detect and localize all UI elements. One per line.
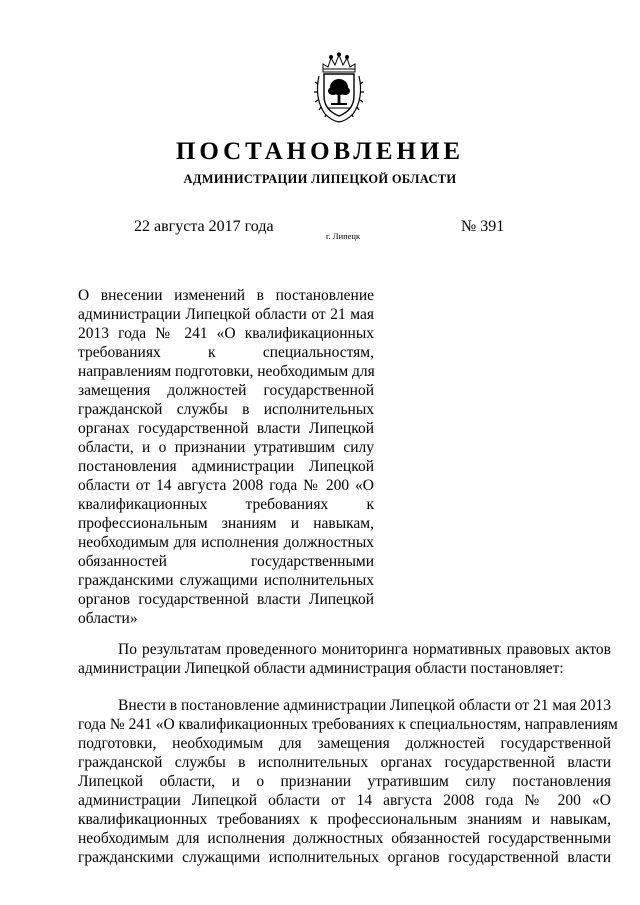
document-number: № 391 <box>461 218 505 235</box>
subject-line: органах государственной власти Липецкой <box>78 420 374 437</box>
body-line: администрации Липецкой области администрация области постановляет: <box>78 660 564 677</box>
document-subtitle: АДМИНИСТРАЦИИ ЛИПЕЦКОЙ ОБЛАСТИ <box>183 172 457 186</box>
document-subject <box>78 286 374 628</box>
subject-line: гражданскими служащими исполнительных <box>78 572 374 589</box>
subject-line: органов государственной власти Липецкой <box>78 591 374 608</box>
body-line: администрации Липецкой области от 14 августа 2008 года № 200 «О <box>78 792 611 809</box>
subject-line: администрации Липецкой области от 21 мая <box>78 306 374 323</box>
subject-line: профессиональным знаниям и навыкам, <box>78 515 374 532</box>
lipetsk-coat-of-arms-emblem-icon <box>313 52 365 124</box>
body-line: Липецкой области, и о признании утратившим силу постановления <box>78 773 611 790</box>
subject-line: квалификационных требованиях к <box>78 496 374 513</box>
subject-line: области, и о признании утратившим силу <box>78 439 374 456</box>
subject-line: направлениям подготовки, необходимым для <box>78 363 375 380</box>
body-paragraph-resolution <box>78 696 618 867</box>
subject-line: обязанностей государственными <box>78 553 374 570</box>
document-date: 22 августа 2017 года <box>134 218 274 235</box>
subject-line: замещения должностей государственной <box>78 382 374 399</box>
subject-line: требованиях к специальностям, <box>78 344 374 361</box>
body-line: По результатам проведенного мониторинга нормативных правовых актов <box>118 641 611 658</box>
subject-line: 2013 года № 241 «О квалификационных <box>78 325 374 342</box>
subject-line: постановления администрации Липецкой <box>78 458 374 475</box>
body-line: квалификационных требованиях к профессиональным знаниям и навыкам, <box>78 811 611 828</box>
subject-line: области» <box>78 610 138 627</box>
body-line: гражданскими служащими исполнительных органов государственной власти <box>78 849 611 866</box>
body-line: года № 241 «О квалификационных требованиях к специальностям, направлениям <box>78 716 618 733</box>
subject-line: области от 14 августа 2008 года № 200 «О <box>78 477 374 494</box>
subject-line: О внесении изменений в постановление <box>78 287 374 304</box>
body-line: подготовки, необходимым для замещения должностей государственной <box>78 735 611 752</box>
body-line: необходимым для исполнения должностных обязанностей государственными <box>78 830 611 847</box>
subject-line: необходимым для исполнения должностных <box>78 534 374 551</box>
body-paragraph-preamble <box>78 640 611 678</box>
subject-line: гражданской службы в исполнительных <box>78 401 374 418</box>
body-line: Внести в постановление администрации Липецкой области от 21 мая 2013 <box>118 697 611 714</box>
document-city: г. Липецк <box>326 231 361 241</box>
body-line: гражданской службы в исполнительных органах государственной власти <box>78 754 611 771</box>
document-title: ПОСТАНОВЛЕНИЕ <box>175 138 465 165</box>
